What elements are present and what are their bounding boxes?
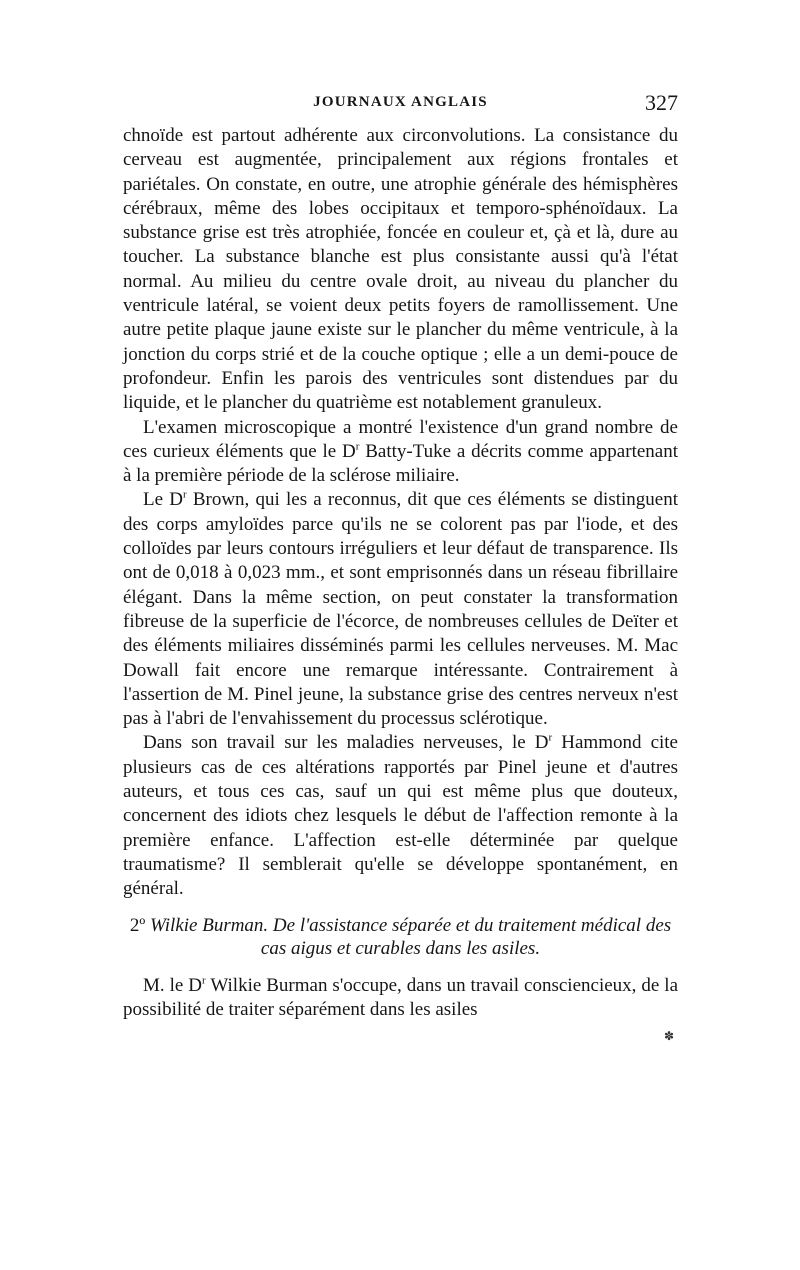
section-number: 2º: [129, 914, 146, 936]
paragraph-5: [123, 974, 678, 1023]
paragraph-3-text-b: Brown, qui les a reconnus, dit que ces éléments se distinguent des corps amyloïdes parce qu'ils ne se colorent pas par l'iode, et des colloïdes par leurs contours irréguliers et leur défaut de transparence. Ils ont de 0,018 à 0,023 mm., et sont emprisonnés dans un réseau fibrillaire élégant. Dans la même section, on peut constater la transformation fibreuse de la superficie de l'écorce, de nombreuses cellules de Deïter et des éléments miliaires disséminés parmi les cellules nerveuses. M. Mac Dowall fait encore une remarque intéressante. Contrairement à l'assertion de M. Pinel jeune, la substance grise des centres nerveux n'est pas à l'abri de l'envahissement du processus sclérotique.: [123, 489, 678, 730]
page-number: 327: [645, 90, 678, 115]
paragraph-2: [123, 416, 678, 489]
paragraph-2-text-a: L'examen microscopique a montré l'existence d'un grand nombre de ces curieux éléments que le D: [123, 416, 678, 462]
paragraph-1: chnoïde est partout adhérente aux circonvolutions. La consistance du cerveau est augmentée, principalement aux régions frontales et pariétales. On constate, en outre, une atrophie générale des hémisphères cérébraux, même des lobes occipitaux et temporo-sphénoïdaux. La substance grise est très atrophiée, foncée en couleur et, çà et là, dure au toucher. La substance blanche est plus consistante aussi qu'à l'état normal. Au milieu du centre ovale droit, au niveau du plancher du ventricule latéral, se voient deux petits foyers de ramollissement. Une autre petite plaque jaune existe sur le plancher du même ventricule, à la jonction du corps strié et de la couche optique ; elle a un demi-pouce de profondeur. Enfin les parois des ventricules sont distendues par du liquide, et le plancher du quatrième est notablement granuleux.: [123, 125, 678, 414]
section-title: Wilkie Burman. De l'assistance séparée et du traitement médical des cas aigus et curables dans les asiles.: [145, 914, 672, 959]
paragraph-3-superscript: r: [182, 489, 187, 502]
ink-speck-mark: ✽: [664, 1029, 675, 1043]
running-header: [123, 92, 678, 120]
paragraph-4-text-b: Hammond cite plusieurs cas de ces altérations rapportés par Pinel jeune et d'autres auteurs, et tous ces cas, sauf un qui est même plus que douteux, concernent des idiots chez lesquels le début de l'affection remonte à la première enfance. L'affection est-elle déterminée par quelque traumatisme? Il semblerait qu'elle se développe spontanément, en général.: [123, 732, 678, 900]
paragraph-4-text-a: Dans son travail sur les maladies nerveuses, le D: [143, 732, 549, 754]
running-title: JOURNAUX ANGLAIS: [313, 94, 488, 110]
paragraph-4-superscript: r: [548, 732, 553, 745]
paragraph-4: [123, 731, 678, 901]
paragraph-5-superscript: r: [202, 974, 206, 987]
paragraph-2-superscript: r: [355, 440, 360, 453]
paragraph-3-text-a: Le D: [143, 489, 183, 511]
section-heading: [123, 914, 678, 960]
paragraph-3: [123, 488, 678, 731]
paragraph-5-text-a: M. le D: [143, 974, 203, 996]
body-text: [123, 124, 678, 1022]
paragraph-5-text-b: Wilkie Burman s'occupe, dans un travail consciencieux, de la possibilité de traiter séparément dans les asiles: [123, 974, 679, 1020]
paragraph-2-text-b: Batty-Tuke a décrits comme appartenant à la première période de la sclérose miliaire.: [123, 440, 678, 487]
